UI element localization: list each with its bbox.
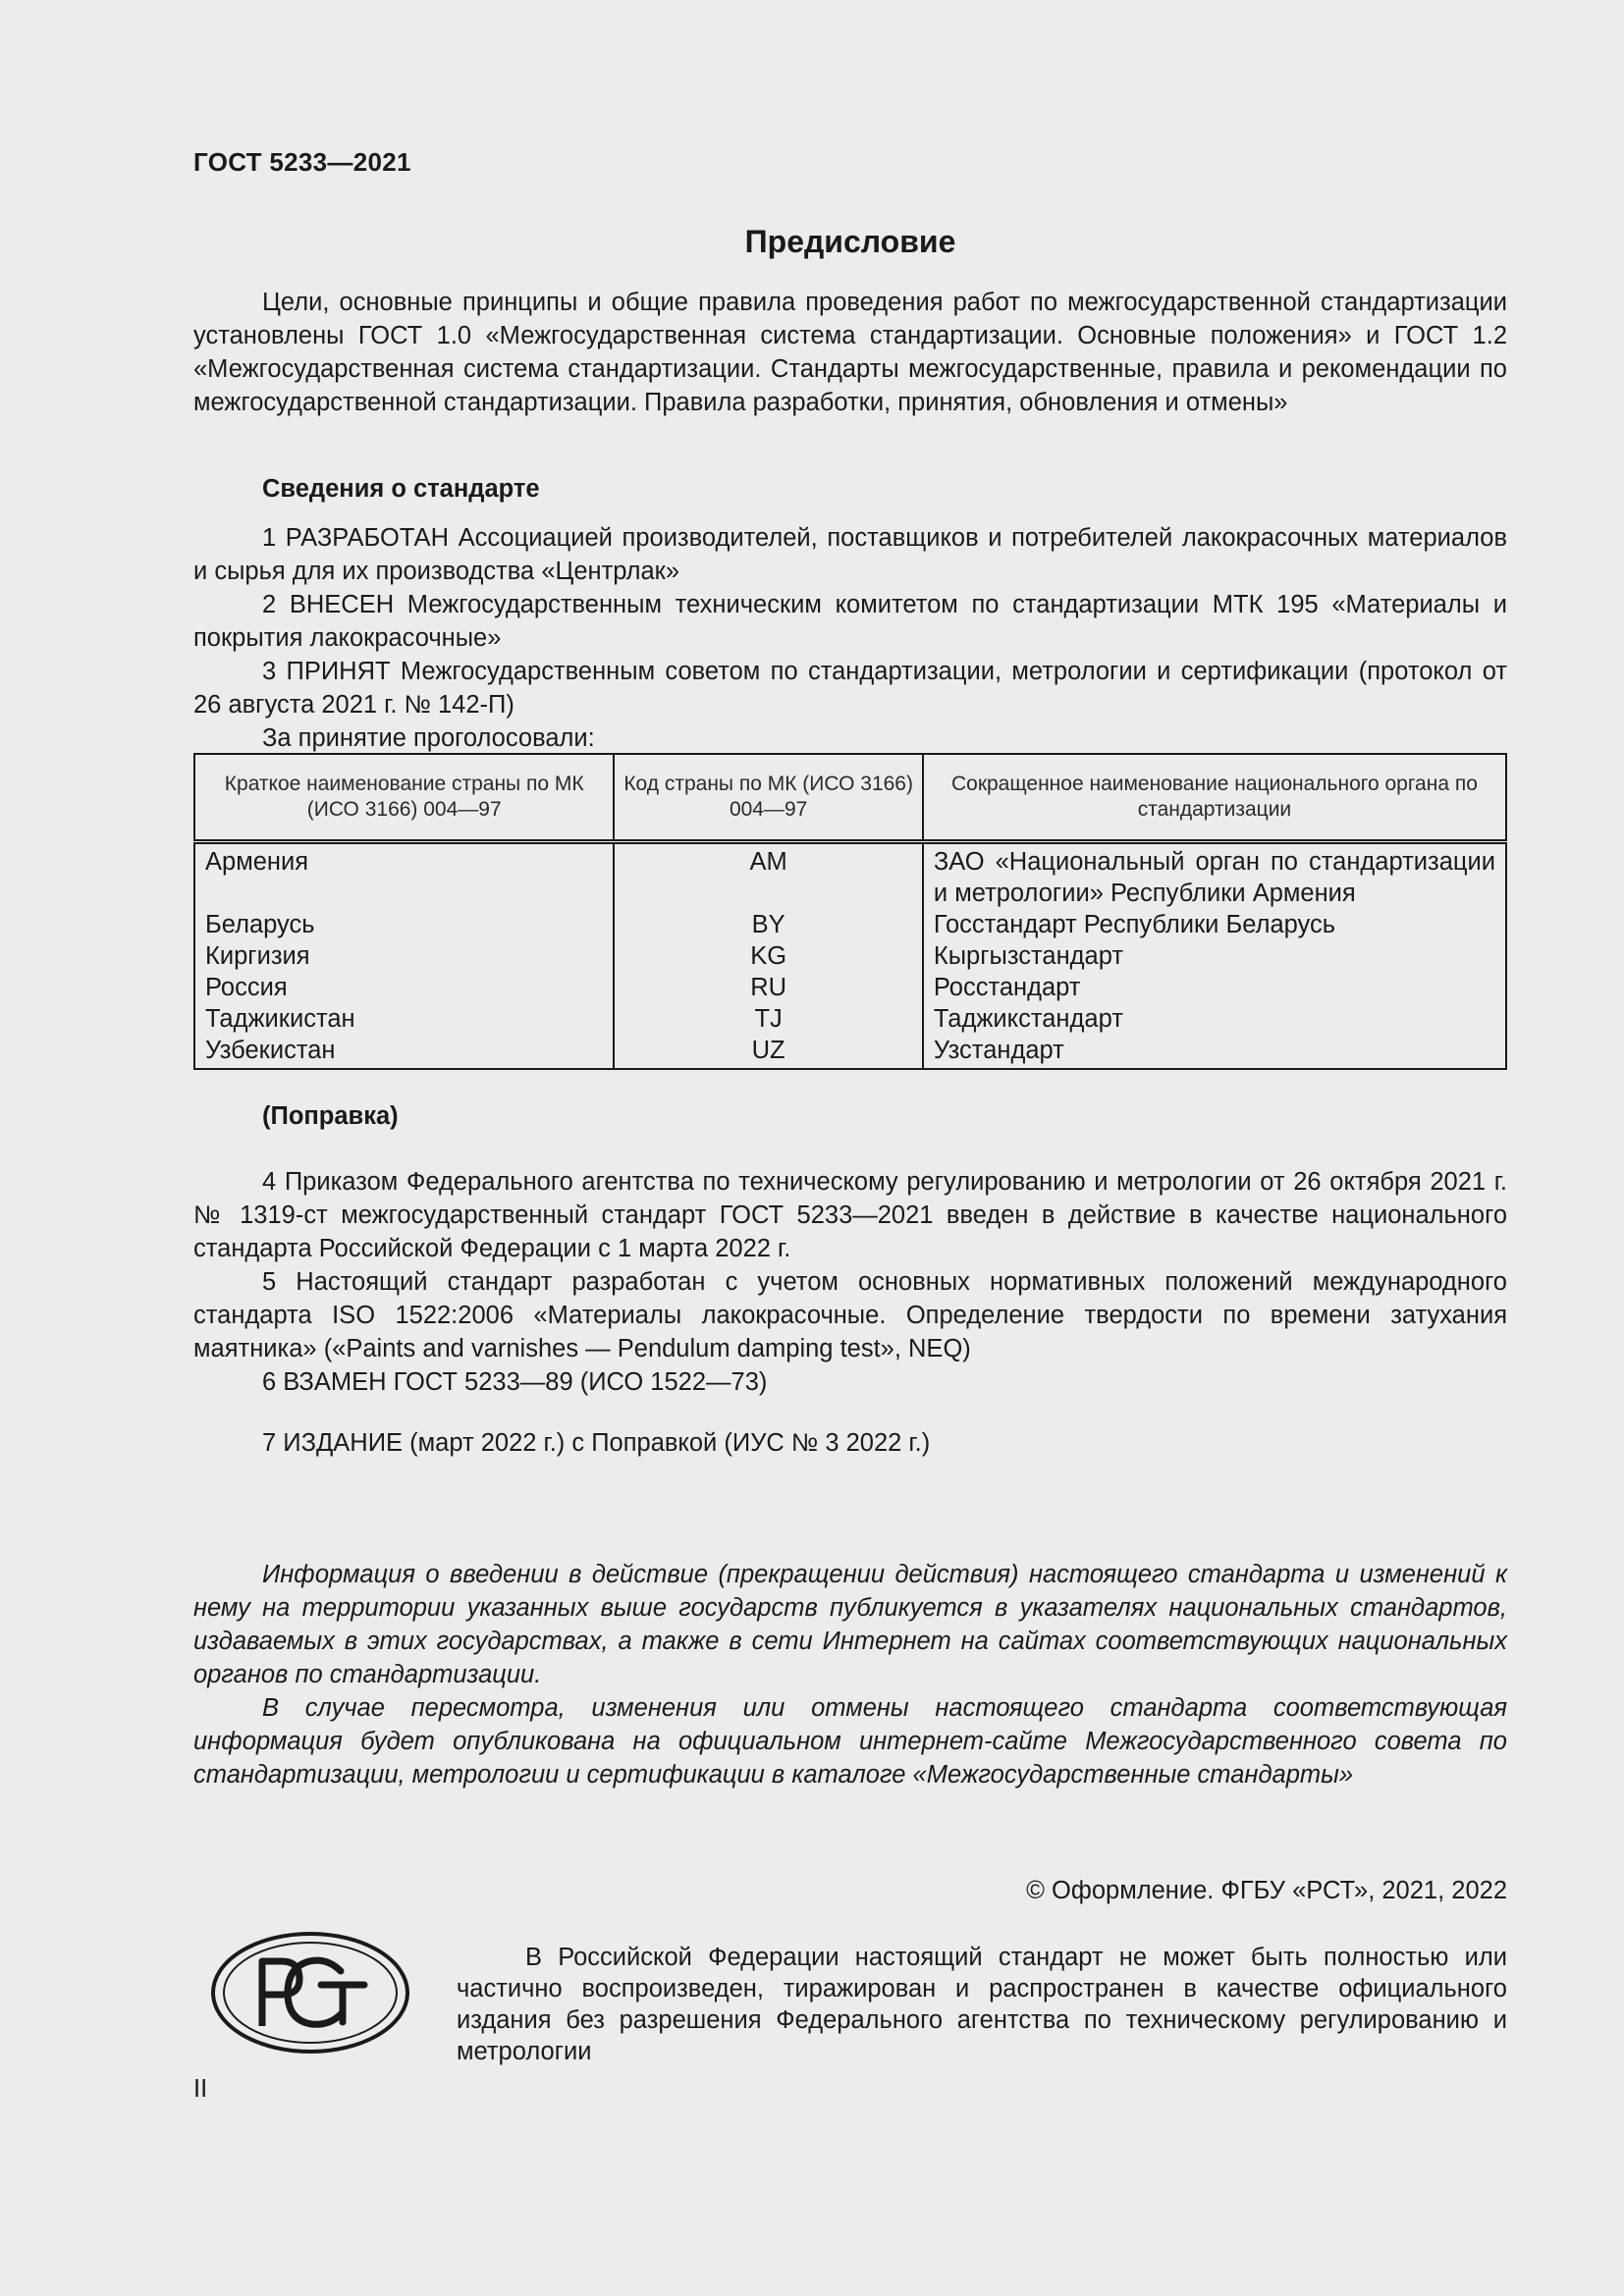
- table-row: [194, 972, 1506, 1003]
- notice-block: [193, 1558, 1507, 1791]
- table-header-body: Сокращенное наименование национального органа по стандартизации: [923, 754, 1506, 842]
- table-row: [194, 940, 1506, 972]
- table-cell-code: BY: [614, 909, 922, 940]
- info-heading: Сведения о стандарте: [262, 475, 540, 503]
- table-cell-code: RU: [614, 972, 922, 1003]
- table-header-row: [194, 754, 1506, 842]
- notice-paragraph-2: В случае пересмотра, изменения или отмены настоящего стандарта соответствующая информация будет опубликована на официальном интернет-сайте Межгосударственного совета по стандартизации, метрологии и сертификации в каталоге «Межгосударственные стандарты»: [193, 1694, 1507, 1789]
- table-cell-code: TJ: [614, 1003, 922, 1035]
- rights-text: В Российской Федерации настоящий стандарт не может быть полностью или частично воспроизведен, тиражирован и распространен в качестве официального издания без разрешения Федерального агентства по техническому регулированию и метрологии: [457, 1944, 1507, 2065]
- edition-block: [193, 1426, 1507, 1460]
- info-item-6: 6 ВЗАМЕН ГОСТ 5233—89 (ИСО 1522—73): [262, 1368, 768, 1396]
- vote-caption: За принятие проголосовали:: [262, 724, 595, 752]
- info-heading-block: [193, 472, 1507, 506]
- info-item-3: 3 ПРИНЯТ Межгосударственным советом по стандартизации, метрологии и сертификации (протокол от 26 августа 2021 г. № 142-П): [193, 658, 1507, 719]
- table-cell-country: Россия: [194, 972, 614, 1003]
- page-number: II: [193, 2075, 208, 2103]
- rights-notice: [457, 1942, 1507, 2067]
- intro-text: Цели, основные принципы и общие правила проведения работ по межгосударственной стандартизации установлены ГОСТ 1.0 «Межгосударственная система стандартизации. Основные положения» и ГОСТ 1.2 «Межгосударственная система стандартизации. Стандарты межгосударственные, правила и рекомендации по межгосударственной стандартизации. Правила разработки, принятия, обновления и отмены»: [193, 289, 1507, 416]
- info-item-1: 1 РАЗРАБОТАН Ассоциацией производителей, поставщиков и потребителей лакокрасочных материалов и сырья для их производства «Центрлак»: [193, 524, 1507, 585]
- table-row: [194, 1035, 1506, 1069]
- table-cell-country: Таджикистан: [194, 1003, 614, 1035]
- table-row: [194, 1003, 1506, 1035]
- table-cell-country: Беларусь: [194, 909, 614, 940]
- table-cell-code: KG: [614, 940, 922, 972]
- table-row: [194, 909, 1506, 940]
- info-item-4: 4 Приказом Федерального агентства по техническому регулированию и метрологии от 26 октября 2021 г. № 1319-ст межгосударственный стандарт ГОСТ 5233—2021 введен в действие в качестве национального стандарта Российской Федерации с 1 марта 2022 г.: [193, 1168, 1507, 1262]
- notice-paragraph-1: Информация о введении в действие (прекращении действия) настоящего стандарта и изменений к нему на территории указанных выше государств публикуется в указателях национальных стандартов, издаваемых в этих государствах, а также в сети Интернет на сайтах соответствующих национальных органов по стандартизации.: [193, 1561, 1507, 1688]
- page-title: Предисловие: [744, 224, 956, 259]
- table-header-country: Краткое наименование страны по МК (ИСО 3166) 004—97: [194, 754, 614, 842]
- table-cell-body: Таджикстандарт: [923, 1003, 1506, 1035]
- table-cell-code: AM: [614, 842, 922, 910]
- info-items-top: [193, 521, 1507, 755]
- document-code: ГОСТ 5233—2021: [193, 147, 411, 177]
- info-item-7: 7 ИЗДАНИЕ (март 2022 г.) с Поправкой (ИУС № 3 2022 г.): [262, 1429, 931, 1457]
- voting-table: [193, 753, 1507, 1070]
- table-header-code: Код страны по МК (ИСО 3166) 004—97: [614, 754, 922, 842]
- table-cell-body: Узстандарт: [923, 1035, 1506, 1069]
- table-cell-body: Госстандарт Республики Беларусь: [923, 909, 1506, 940]
- info-items-bottom: [193, 1165, 1507, 1399]
- table-cell-code: UZ: [614, 1035, 922, 1069]
- info-item-2: 2 ВНЕСЕН Межгосударственным техническим комитетом по стандартизации МТК 195 «Материалы и покрытия лакокрасочные»: [193, 591, 1507, 652]
- table-row: [194, 842, 1506, 910]
- table-cell-country: Узбекистан: [194, 1035, 614, 1069]
- table-cell-body: Росстандарт: [923, 972, 1506, 1003]
- table-cell-country: Киргизия: [194, 940, 614, 972]
- info-item-5: 5 Настоящий стандарт разработан с учетом основных нормативных положений международного стандарта ISO 1522:2006 «Материалы лакокрасочные. Определение твердости по времени затухания маятника» («Paints and varnishes — Pendulum damping test», NEQ): [193, 1268, 1507, 1362]
- intro-paragraph: [193, 286, 1507, 419]
- rst-logo-icon: [211, 1932, 409, 2054]
- copyright-line: © Оформление. ФГБУ «РСТ», 2021, 2022: [1026, 1877, 1507, 1904]
- amendment-block: [193, 1099, 1507, 1133]
- table-cell-body: ЗАО «Национальный орган по стандартизации и метрологии» Республики Армения: [923, 842, 1506, 910]
- amendment-label: (Поправка): [262, 1102, 399, 1130]
- table-cell-body: Кыргызстандарт: [923, 940, 1506, 972]
- table-cell-country: Армения: [194, 842, 614, 910]
